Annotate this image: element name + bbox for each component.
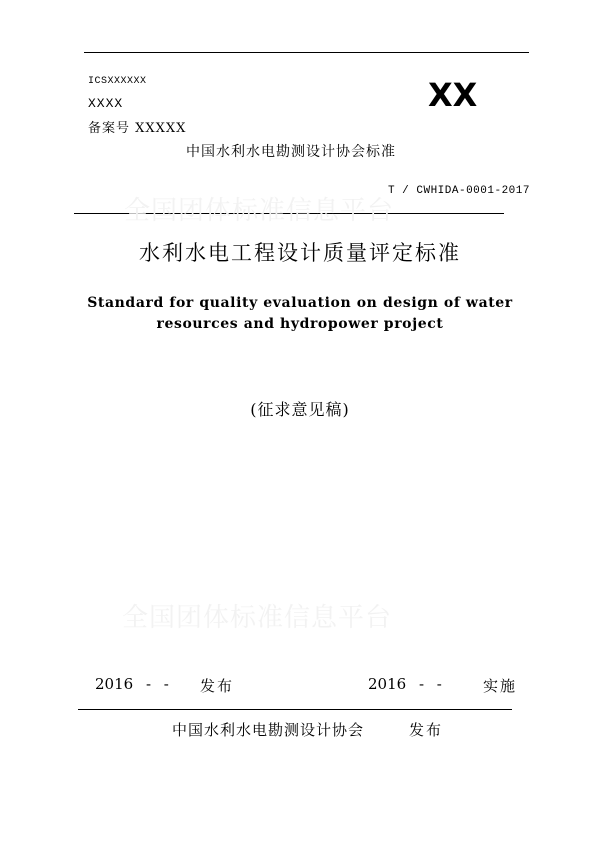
footer-rule xyxy=(78,709,512,710)
top-rule xyxy=(84,52,529,53)
watermark-bottom: 全国团体标准信息平台 xyxy=(122,603,393,633)
standard-code: T / CWHIDA-0001-2017 xyxy=(387,185,530,197)
ics-code: ICSXXXXXX xyxy=(88,76,147,87)
title-zh: 水利水电工程设计质量评定标准 xyxy=(139,241,461,265)
classification-code: XXXX xyxy=(88,96,124,111)
association-standard-title: 中国水利水电勘测设计协会标准 xyxy=(186,144,396,160)
issuer-name: 中国水利水电勘测设计协会 xyxy=(172,721,365,739)
publish-label: 发布 xyxy=(200,677,235,695)
publish-date: 2016 - - xyxy=(95,675,169,693)
issued-label: 发布 xyxy=(409,721,444,739)
filing-number: 备案号 XXXXX xyxy=(88,121,187,136)
standard-mark: XX xyxy=(428,76,478,114)
title-en-line2: resources and hydropower project xyxy=(156,316,444,332)
watermark-top: 全国团体标准信息平台 xyxy=(124,196,395,226)
title-en-line1: Standard for quality evaluation on design of water xyxy=(87,295,513,311)
implement-date: 2016 - - xyxy=(368,675,442,693)
implement-label: 实施 xyxy=(483,677,518,695)
draft-label: (征求意见稿) xyxy=(250,400,350,419)
